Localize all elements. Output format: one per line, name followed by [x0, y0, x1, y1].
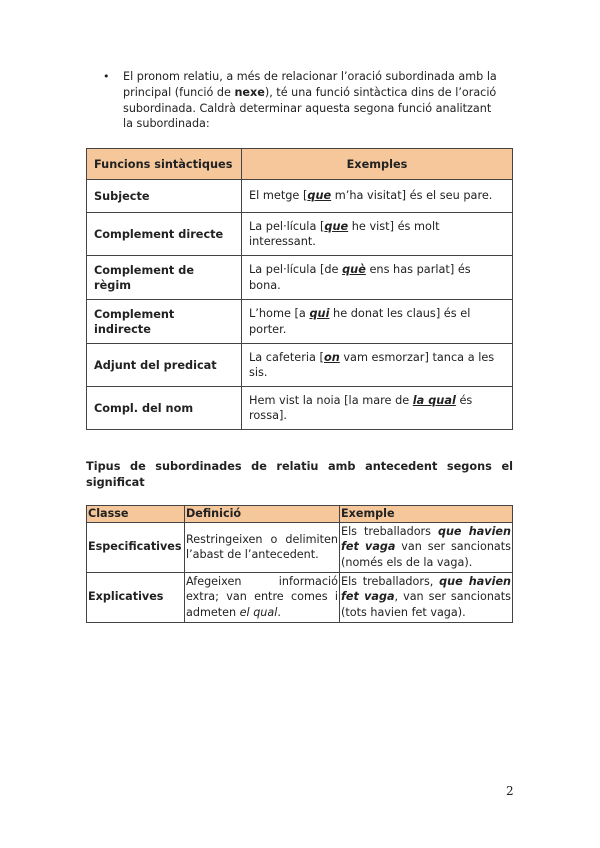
functions-header-row: [87, 149, 513, 180]
function-example: La pel·lícula [de què ens has parlat] és bona.: [242, 256, 513, 300]
intro-text-a: El pronom relatiu, a més de relacionar l’oració subordinada amb la principal (funció de: [123, 70, 497, 99]
table-row: [87, 344, 513, 387]
function-label: Complement de règim: [87, 256, 242, 300]
type-definition: Afegeixen informació extra; van entre comes i admeten el qual.: [185, 572, 340, 622]
function-label: Complement directe: [87, 213, 242, 256]
function-label: Adjunt del predicat: [87, 344, 242, 387]
table-row: [87, 522, 513, 572]
function-example: La pel·lícula [que he vist] és molt interessant.: [242, 213, 513, 256]
table-row: [87, 213, 513, 256]
function-example: La cafeteria [on vam esmorzar] tanca a les sis.: [242, 344, 513, 387]
functions-header-col2: Exemples: [242, 149, 513, 180]
relative-pronoun: la qual: [412, 393, 456, 407]
table-row: [87, 180, 513, 213]
type-example: Els treballadors que havien fet vaga van ser sancionats (només els de la vaga).: [340, 522, 513, 572]
type-class: Explicatives: [87, 572, 185, 622]
type-definition: Restringeixen o delimiten l’abast de l’antecedent.: [185, 522, 340, 572]
function-label: Subjecte: [87, 180, 242, 213]
types-header-class: Classe: [87, 506, 185, 523]
table-row: [87, 387, 513, 430]
definition-emphasis: el qual: [239, 605, 278, 619]
table-row: [87, 300, 513, 344]
function-example: L’home [a qui he donat les claus] és el porter.: [242, 300, 513, 344]
intro-bullet: [103, 69, 503, 132]
relative-pronoun: que: [307, 189, 332, 203]
types-header-example: Exemple: [340, 506, 513, 523]
table-row: [87, 572, 513, 622]
page-number: 2: [506, 784, 514, 798]
relative-clause: que havien fet vaga: [341, 524, 511, 554]
intro-text: [123, 69, 503, 132]
relative-pronoun: que: [324, 219, 349, 233]
type-example: Els treballadors, que havien fet vaga, van ser sancionats (tots havien fet vaga).: [340, 572, 513, 622]
types-header-row: [87, 506, 513, 523]
relative-pronoun: qui: [309, 307, 330, 320]
types-header-definition: Definició: [185, 506, 340, 523]
types-table: [86, 505, 513, 623]
function-label: Compl. del nom: [87, 387, 242, 430]
intro-text-b: ), té una funció sintàctica dins de l’oració subordinada. Caldrà determinar aquesta segona funció analitzant la subordinada:: [123, 85, 497, 131]
intro-term: nexe: [234, 85, 265, 99]
table-row: [87, 256, 513, 300]
function-example: El metge [que m’ha visitat] és el seu pare.: [242, 180, 513, 213]
bullet-icon: •: [103, 70, 110, 83]
type-class: Especificatives: [87, 522, 185, 572]
function-label: Complement indirecte: [87, 300, 242, 344]
relative-pronoun: on: [323, 350, 340, 364]
relative-pronoun: què: [342, 263, 366, 276]
types-section-title: Tipus de subordinades de relatiu amb antecedent segons el significat: [86, 460, 513, 489]
functions-header-col1: Funcions sintàctiques: [87, 149, 242, 180]
functions-table: [86, 148, 513, 430]
relative-clause: que havien fet vaga: [341, 574, 512, 604]
function-example: Hem vist la noia [la mare de la qual és rossa].: [242, 387, 513, 430]
